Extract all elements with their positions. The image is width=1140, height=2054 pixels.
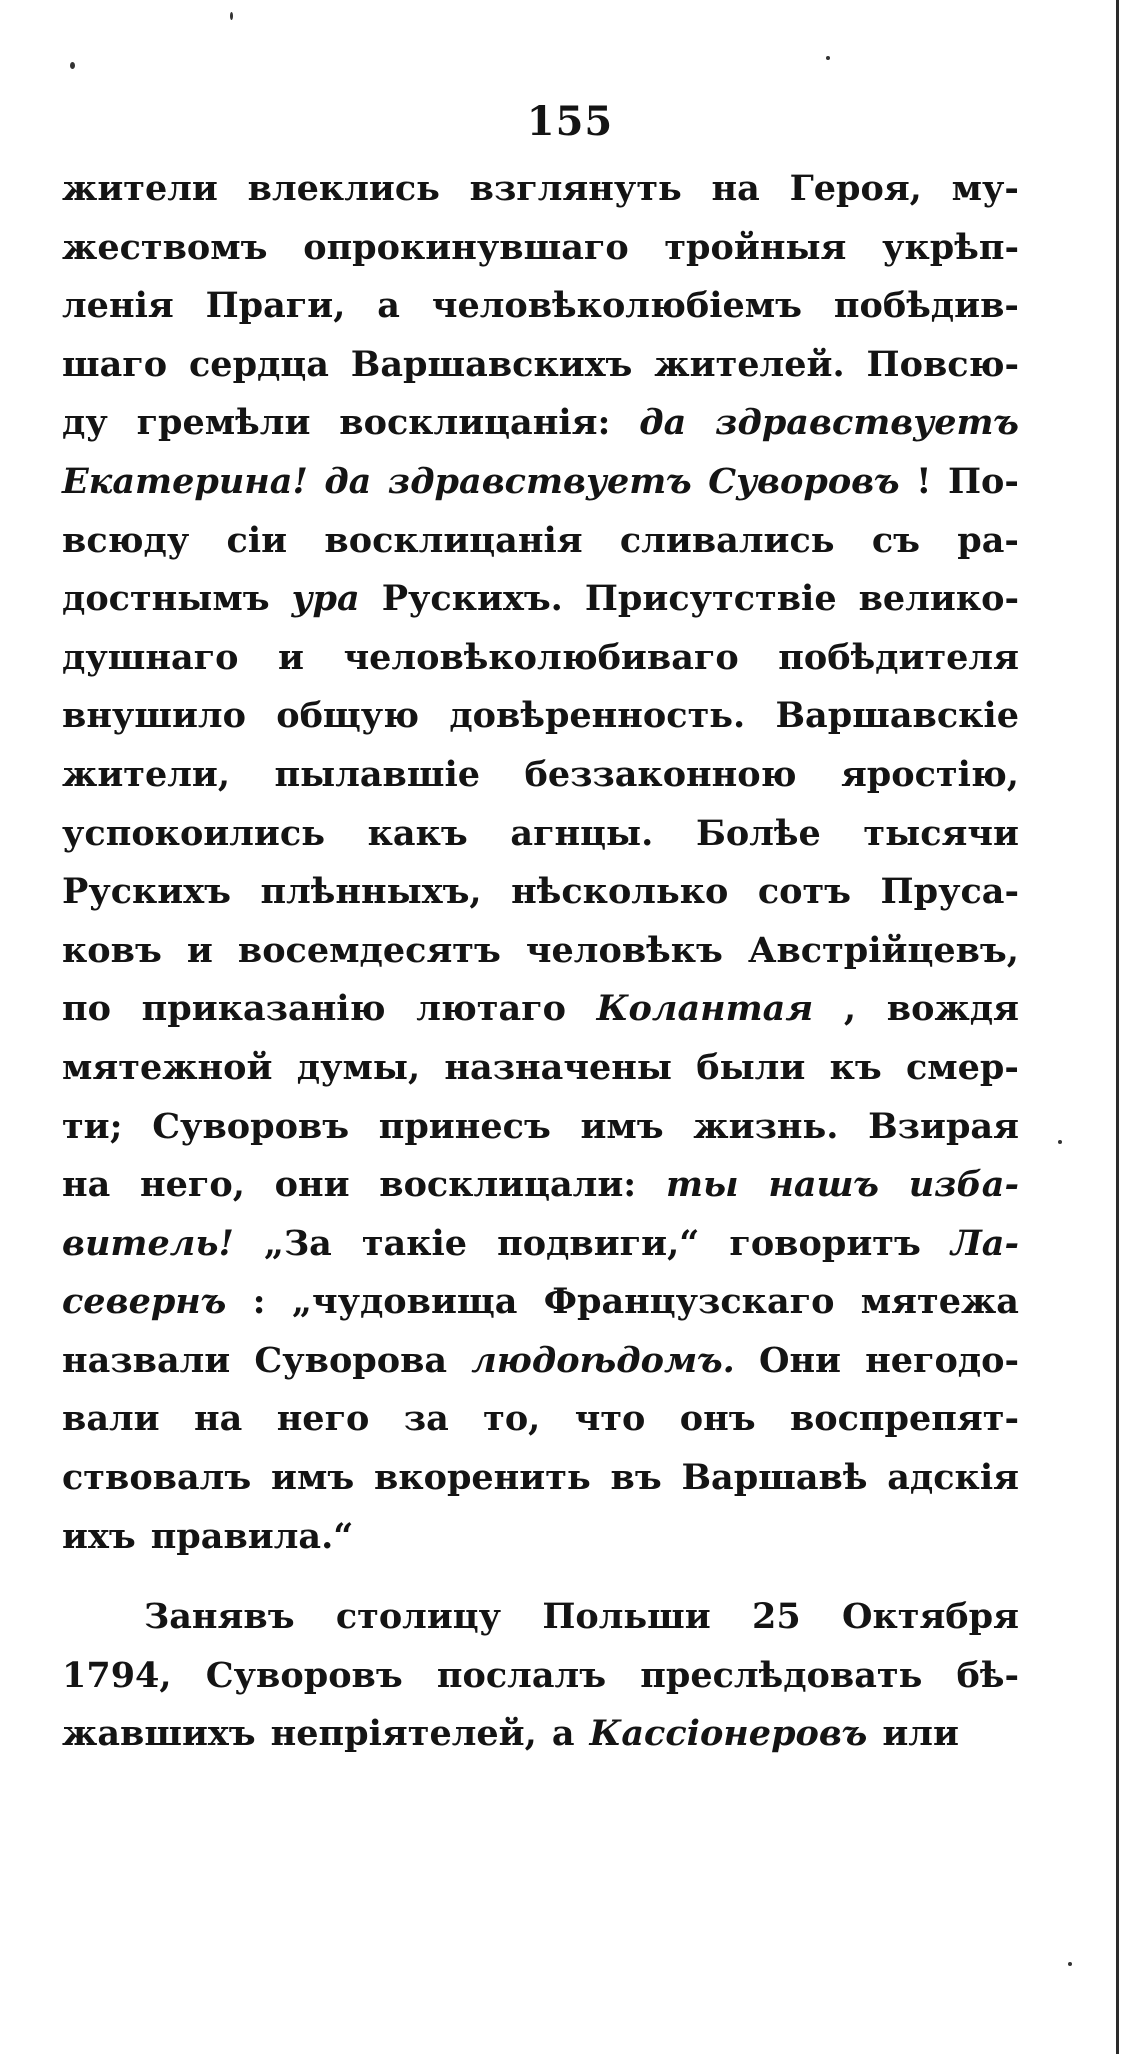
word: мятежа (860, 1281, 1019, 1323)
word: думы, (296, 1046, 421, 1088)
word: Суворовъ (708, 460, 900, 502)
word: Ла- (950, 1222, 1019, 1264)
word: бѣ- (956, 1654, 1019, 1696)
ink-speck (70, 62, 75, 69)
word: Болѣе (695, 812, 821, 854)
word: 25 (752, 1596, 801, 1638)
word: какъ (367, 812, 468, 854)
word: Варшавскихъ (350, 343, 633, 385)
page-number: 155 (526, 98, 614, 145)
word: Пруса- (880, 871, 1019, 913)
word: 1794, (62, 1654, 172, 1696)
word: они (274, 1164, 350, 1206)
ink-speck (826, 56, 830, 60)
paragraph (62, 168, 1019, 1574)
word: Кассіонеровъ (589, 1713, 868, 1755)
word: принесъ (378, 1105, 551, 1147)
word: жители (62, 168, 218, 209)
ink-speck (1058, 1140, 1062, 1144)
word: да (639, 402, 687, 444)
word: здравствуетъ (387, 460, 692, 502)
word: витель! (62, 1222, 234, 1264)
word: сіи (226, 519, 288, 561)
word: него, (140, 1164, 245, 1206)
text-line (62, 1398, 1019, 1457)
word: общую (276, 695, 420, 737)
text-line (62, 344, 1019, 403)
word: ду (62, 402, 108, 444)
word: и (278, 636, 304, 678)
word: вкоренить (374, 1457, 591, 1499)
word: Взирая (868, 1105, 1019, 1147)
word: что (574, 1398, 646, 1440)
word: Суворовъ (205, 1654, 403, 1696)
text-line (62, 227, 1019, 286)
word: Присутствіе (584, 578, 837, 620)
text-line (62, 285, 1019, 344)
word: достнымъ (62, 578, 270, 620)
word: человѣколюбіемъ (431, 285, 803, 327)
word: ти; (62, 1105, 123, 1147)
word: вождя (886, 988, 1019, 1030)
text-line (62, 813, 1019, 872)
word: жавшихъ (62, 1713, 256, 1755)
word: ленія (62, 285, 174, 327)
word: : (252, 1281, 266, 1323)
word: жизнь. (693, 1105, 839, 1147)
word: на (194, 1398, 243, 1440)
text-line (62, 168, 1019, 227)
text-line (62, 637, 1019, 696)
word: непріятелей, (270, 1713, 537, 1755)
word: вали (62, 1398, 160, 1440)
word: , (843, 988, 857, 1030)
text-line (62, 695, 1019, 754)
word: тройныя (664, 226, 847, 268)
word: плѣнныхъ, (260, 871, 482, 913)
text-line (62, 1047, 1019, 1106)
text-line (62, 871, 1019, 930)
word: ихъ (62, 1515, 136, 1557)
page-edge-rule (1116, 0, 1119, 2054)
word: пылавшіе (274, 753, 481, 795)
word: негодо- (865, 1339, 1019, 1381)
word: къ (829, 1046, 882, 1088)
word: жителей. (654, 343, 845, 385)
word: По- (948, 460, 1019, 502)
text-line (62, 1713, 1019, 1772)
word: а (551, 1713, 575, 1755)
text-line (62, 1340, 1019, 1399)
text-line (62, 930, 1019, 989)
word: здравствуетъ (715, 402, 1019, 444)
word: то, (483, 1398, 541, 1440)
word: были (696, 1046, 806, 1088)
text-line (62, 578, 1019, 637)
word: му- (951, 168, 1019, 209)
word: шаго (62, 343, 168, 385)
word: внушило (62, 695, 246, 737)
word: Суворовъ (152, 1105, 350, 1147)
word: восемдесятъ (237, 929, 501, 971)
word: или (882, 1713, 959, 1755)
word: имъ (270, 1457, 355, 1499)
word: лютаго (416, 988, 566, 1030)
word: и (186, 929, 213, 971)
text-line (62, 402, 1019, 461)
word: ! (916, 460, 932, 502)
word: смер- (905, 1046, 1019, 1088)
word: побѣдителя (778, 636, 1019, 678)
word: сердца (188, 343, 329, 385)
word: людоѣдомъ. (471, 1339, 735, 1381)
word: изба- (908, 1164, 1019, 1206)
word: на (62, 1164, 111, 1206)
text-line (62, 1223, 1019, 1282)
word: подвиги,“ (497, 1222, 700, 1264)
word: яростію, (840, 753, 1019, 795)
word: укрѣп- (882, 226, 1019, 268)
word: Польши (542, 1596, 711, 1638)
word: „За (263, 1222, 332, 1264)
word: душнаго (62, 636, 239, 678)
text-line (62, 520, 1019, 579)
word: съ (871, 519, 920, 561)
word: взглянуть (469, 168, 682, 209)
word: опрокинувшаго (303, 226, 629, 268)
word: мятежной (62, 1046, 273, 1088)
word: успокоились (62, 812, 325, 854)
word: нашъ (768, 1164, 880, 1206)
word: преслѣдовать (640, 1654, 923, 1696)
text-line (62, 988, 1019, 1047)
word: Героя, (789, 168, 922, 209)
word: севернъ (62, 1281, 227, 1323)
word: Они (758, 1339, 842, 1381)
word: ты (665, 1164, 739, 1206)
word: на (711, 168, 760, 209)
word: Праги, (205, 285, 346, 327)
word: столицу (335, 1596, 502, 1638)
text-line (62, 1516, 1019, 1575)
word: правила.“ (150, 1515, 354, 1557)
text-line (62, 1106, 1019, 1165)
word: Занявъ (144, 1596, 295, 1638)
word: агнцы. (510, 812, 654, 854)
word: за (403, 1398, 449, 1440)
word: Екатерина! (62, 460, 308, 502)
text-line (62, 1281, 1019, 1340)
text-line (62, 1655, 1019, 1714)
word: человѣкъ (525, 929, 723, 971)
word: нѣсколько (511, 871, 729, 913)
word: говоритъ (729, 1222, 921, 1264)
paragraph (62, 1596, 1019, 1772)
word: адскія (887, 1457, 1019, 1499)
word: велико- (858, 578, 1019, 620)
body-text (62, 168, 1019, 1772)
word: Суворова (254, 1339, 448, 1381)
word: жители, (62, 753, 231, 795)
word: онъ (679, 1398, 756, 1440)
word: по (62, 988, 111, 1030)
word: сотъ (757, 871, 852, 913)
word: Повсю- (866, 343, 1019, 385)
word: Австрійцевъ, (747, 929, 1019, 971)
word: Рускихъ. (381, 578, 563, 620)
word: гремѣли (136, 402, 311, 444)
word: жествомъ (62, 226, 268, 268)
word: имъ (580, 1105, 664, 1147)
word: приказанію (141, 988, 386, 1030)
word: Французскаго (543, 1281, 835, 1323)
word: ура (291, 578, 360, 620)
word: ствовалъ (62, 1457, 252, 1499)
word: побѣдив- (833, 285, 1019, 327)
text-line (62, 754, 1019, 813)
word: сливались (619, 519, 835, 561)
word: всюду (62, 519, 190, 561)
word: Рускихъ (62, 871, 231, 913)
word: восклицали: (379, 1164, 637, 1206)
text-line (62, 1596, 1019, 1655)
word: такіе (361, 1222, 468, 1264)
word: „чудовища (291, 1281, 518, 1323)
word: послалъ (436, 1654, 607, 1696)
text-line (62, 1457, 1019, 1516)
word: ковъ (62, 929, 162, 971)
word: влеклись (247, 168, 440, 209)
word: тысячи (863, 812, 1019, 854)
word: Варшавскіе (775, 695, 1019, 737)
word: а (377, 285, 400, 327)
word: Октября (842, 1596, 1019, 1638)
word: да (324, 460, 372, 502)
word: назначены (444, 1046, 672, 1088)
text-line (62, 461, 1019, 520)
word: него (276, 1398, 370, 1440)
word: человѣколюбиваго (343, 636, 739, 678)
word: въ (610, 1457, 662, 1499)
word: ра- (957, 519, 1019, 561)
word: Варшавѣ (681, 1457, 868, 1499)
word: назвали (62, 1339, 231, 1381)
ink-speck (230, 12, 233, 20)
word: довѣренность. (449, 695, 746, 737)
ink-speck (1068, 1962, 1072, 1966)
word: восклицанія: (339, 402, 611, 444)
word: восклицанія (324, 519, 583, 561)
word: Колантая (596, 988, 814, 1030)
word: воспрепят- (789, 1398, 1019, 1440)
word: беззаконною (524, 753, 797, 795)
text-line (62, 1164, 1019, 1223)
